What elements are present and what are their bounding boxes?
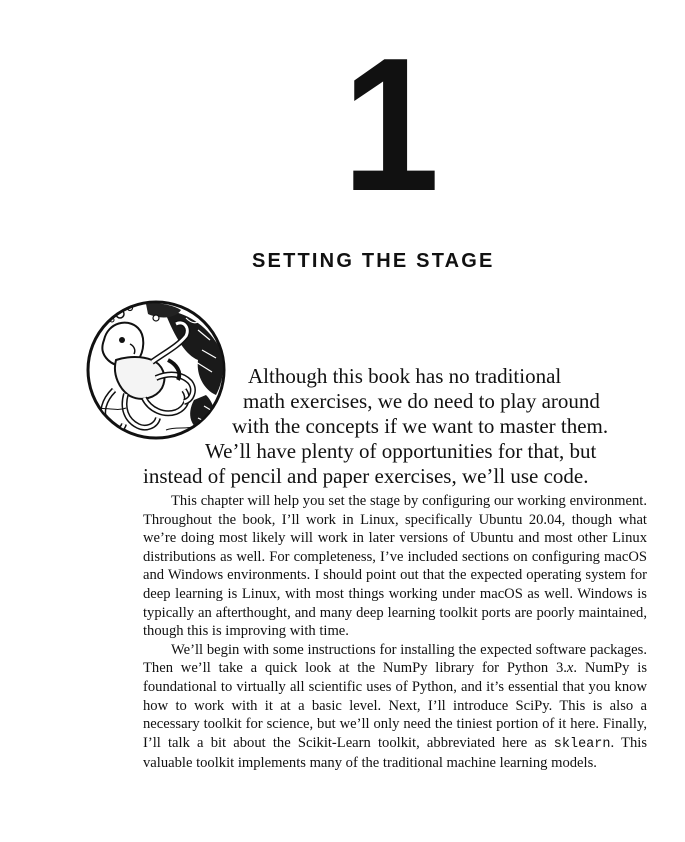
- lede-line: with the concepts if we want to master them.: [232, 414, 609, 438]
- lede-line: We’ll have plenty of opportunities for that, but: [205, 439, 597, 463]
- body-paragraph-2: [143, 641, 647, 773]
- chapter-number: 1: [342, 19, 438, 231]
- body-paragraph-1: This chapter will help you set the stage by configuring our working environment. Throughout the book, I’ll work in Linux, specifically Ubuntu 20.04, though what we’re doing most likely will work in later versions of Ubuntu and most other Linux distributions as well. For completeness, I’ve included sections on configuring macOS and Windows environments. I should point out that the expected operating system for deep learning is Linux, with most things working under macOS as well. Windows is typically an afterthought, and many deep learning toolkit ports are poorly maintained, though this is improving with time.: [143, 493, 647, 640]
- octopus-illustration-icon: [86, 300, 226, 440]
- python-version-x: x: [566, 660, 574, 677]
- sklearn-code: sklearn: [553, 736, 611, 752]
- body-paragraph-2-part-2: . NumPy is foundational to virtually all scientific uses of Python, and it’s essential that you know how to work with it at a basic level. Next, I’ll introduce SciPy. This is also a necessary toolkit for science, but we’ll only need the tiniest portion of it here. Finally, I’ll talk a bit about the Scikit-Learn toolkit, abbreviated here as: [143, 660, 647, 751]
- lede-line: math exercises, we do need to play around: [243, 389, 600, 413]
- body-text: [143, 492, 647, 773]
- body-paragraph-2-part-3: . This valuable toolkit implements many of the traditional machine learning models.: [143, 734, 648, 772]
- chapter-title: SETTING THE STAGE: [252, 250, 495, 272]
- body-paragraph-2-part-1: We’ll begin with some instructions for installing the expected software packages. Then we’ll take a quick look at the NumPy library for Python 3.: [143, 641, 647, 677]
- lede-line: Although this book has no traditional: [248, 364, 562, 388]
- lede-line: instead of pencil and paper exercises, we’ll use code.: [143, 464, 589, 488]
